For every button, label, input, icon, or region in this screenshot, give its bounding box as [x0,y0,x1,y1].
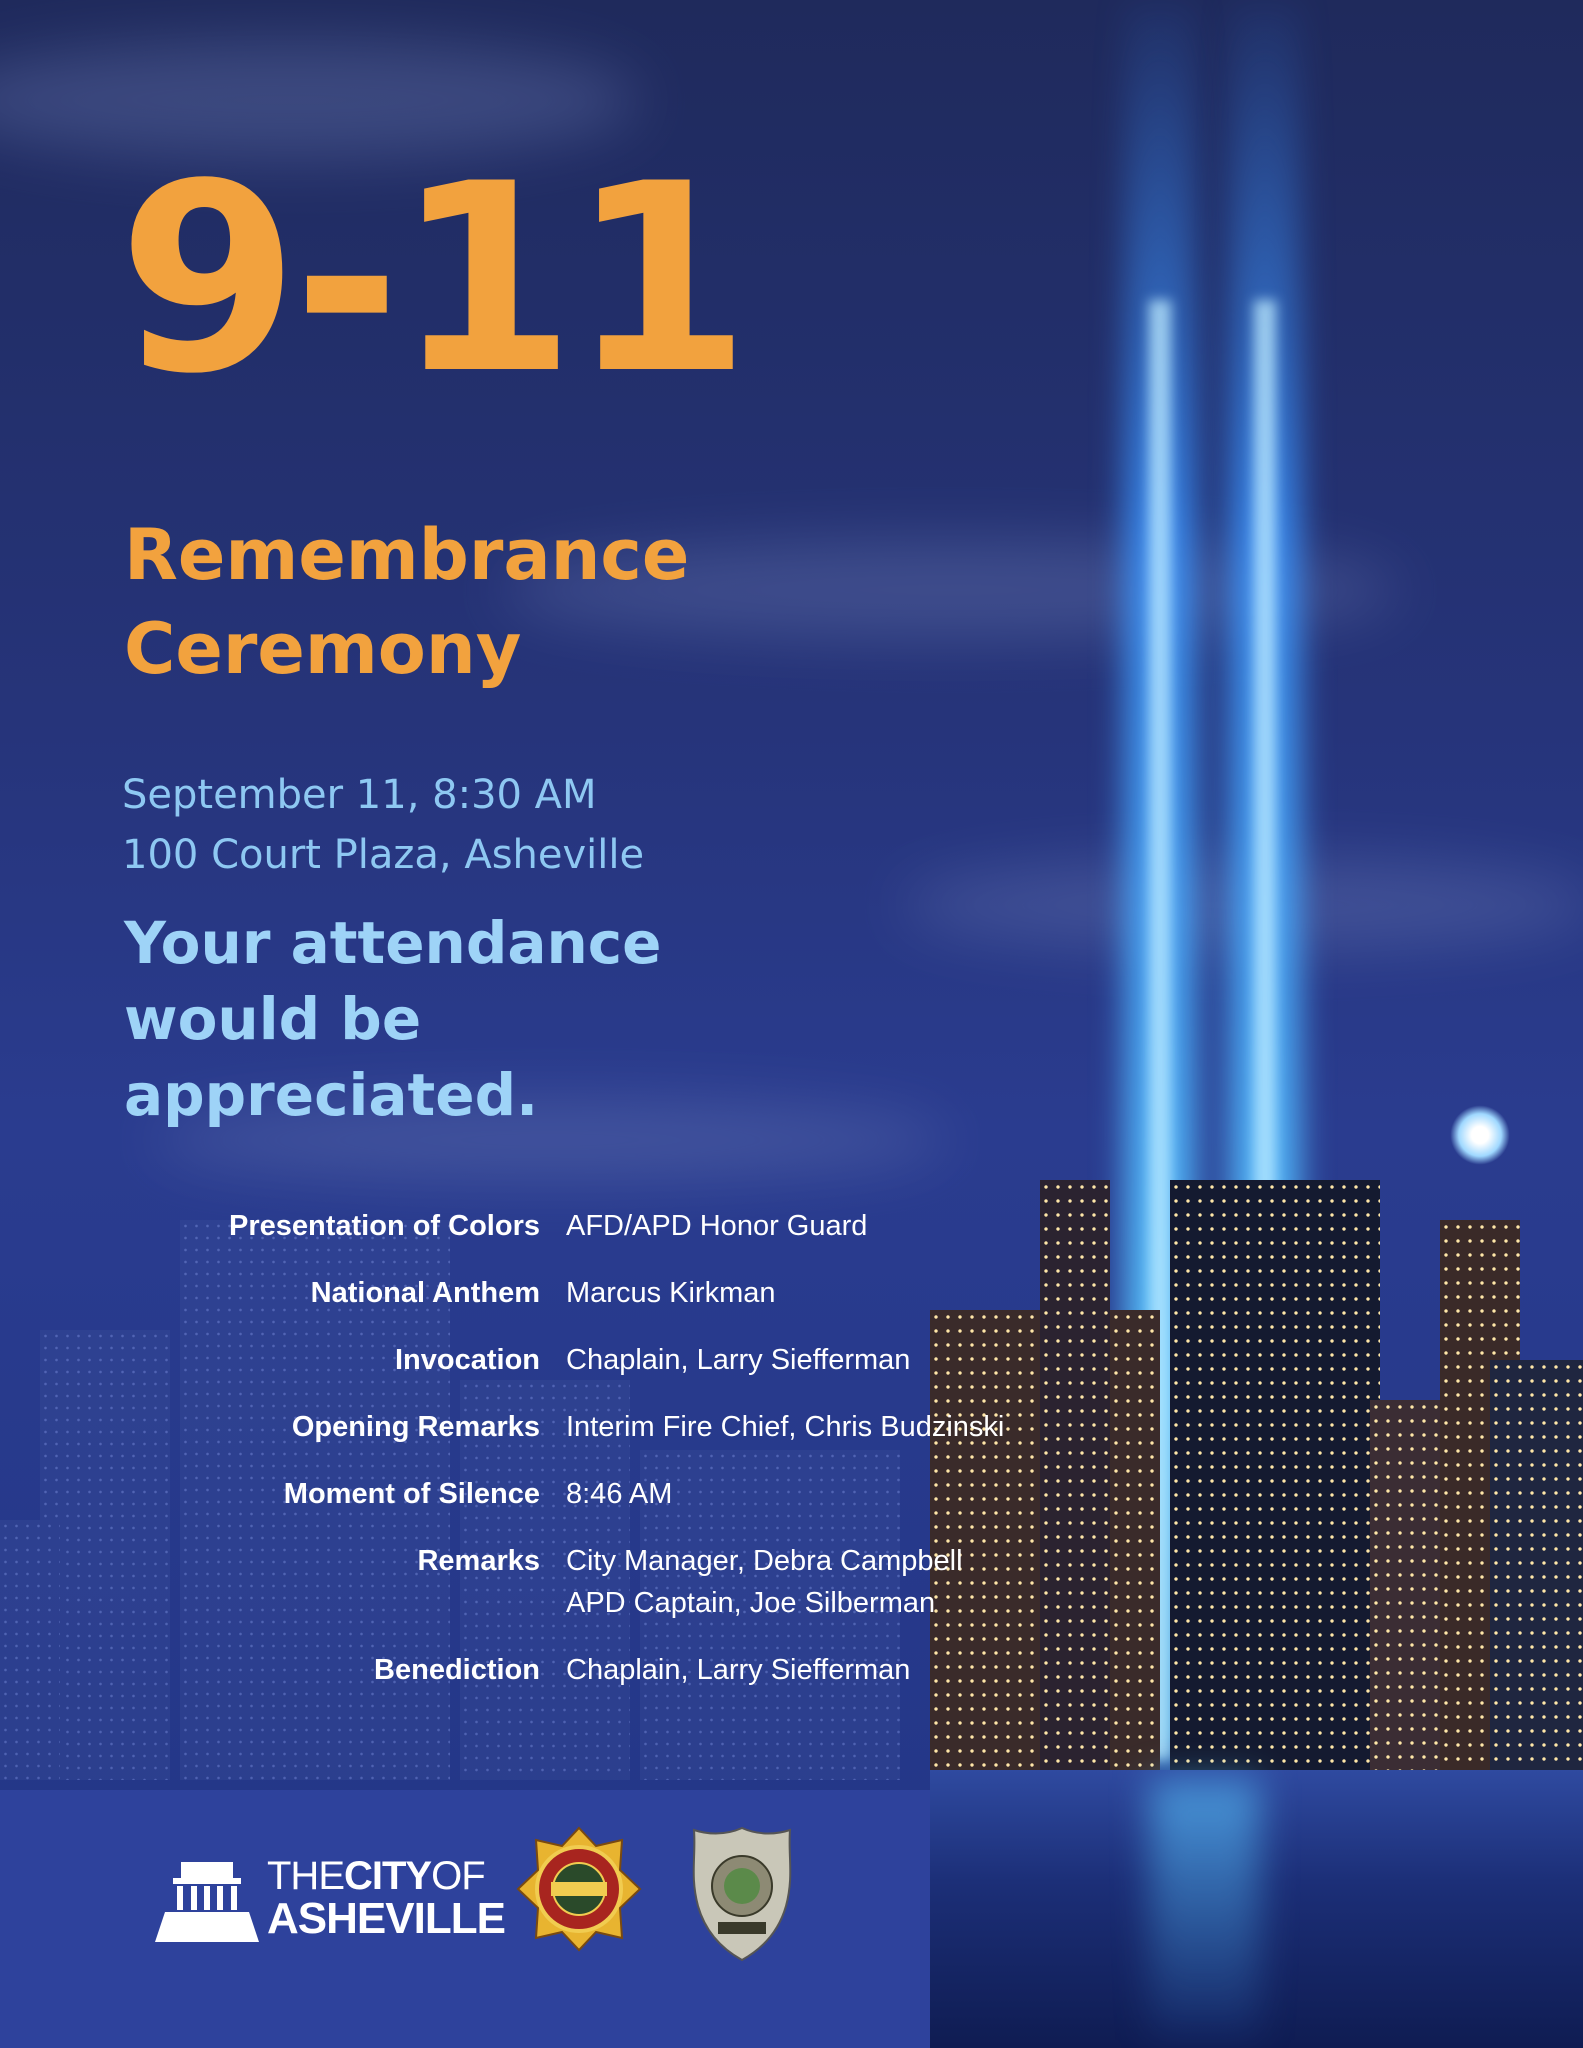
building [1490,1360,1583,1780]
page-title: 9-11 [118,129,745,431]
water-reflection [1150,1780,1260,2040]
event-date-time: September 11, 8:30 AM [122,772,597,818]
program-value: 8:46 AM [566,1478,673,1510]
program-label: National Anthem [310,1277,540,1309]
fire-department-badge-icon [516,1826,642,1952]
program-label: Moment of Silence [283,1478,540,1510]
city-hall-icon [155,1858,259,1942]
police-department-badge-icon [690,1826,794,1962]
building [0,1520,60,1780]
skyscraper-spire [1450,1105,1510,1165]
program-label: Benediction [374,1654,540,1686]
program-value-secondary: APD Captain, Joe Silberman [566,1587,936,1619]
city-logo-line-2: ASHEVILLE [267,1894,505,1943]
program-value: Interim Fire Chief, Chris Budzinski [566,1411,1005,1443]
attendance-appeal [124,905,662,1133]
skyline-photo [930,1060,1583,1780]
building [1170,1180,1380,1780]
appeal-line-3: appreciated. [124,1061,539,1129]
city-logo-line-1: THECITYOF [267,1854,485,1898]
subtitle-line-2: Ceremony [124,608,522,690]
program-value: Marcus Kirkman [566,1277,776,1309]
building [1040,1180,1110,1780]
program-label: Opening Remarks [291,1411,540,1443]
program-value: City Manager, Debra Campbell [566,1545,963,1577]
event-location: 100 Court Plaza, Asheville [122,832,645,878]
appeal-line-2: would be [124,985,422,1053]
city-of-asheville-logo [155,1850,505,1950]
program-value: Chaplain, Larry Siefferman [566,1654,911,1686]
page-subtitle [124,508,689,696]
program-value: Chaplain, Larry Siefferman [566,1344,911,1376]
program-label: Invocation [394,1344,540,1376]
program-label: Remarks [417,1545,540,1577]
appeal-line-1: Your attendance [124,909,662,977]
program-label: Presentation of Colors [229,1210,540,1242]
program-value: AFD/APD Honor Guard [566,1210,868,1242]
subtitle-line-1: Remembrance [124,514,690,596]
